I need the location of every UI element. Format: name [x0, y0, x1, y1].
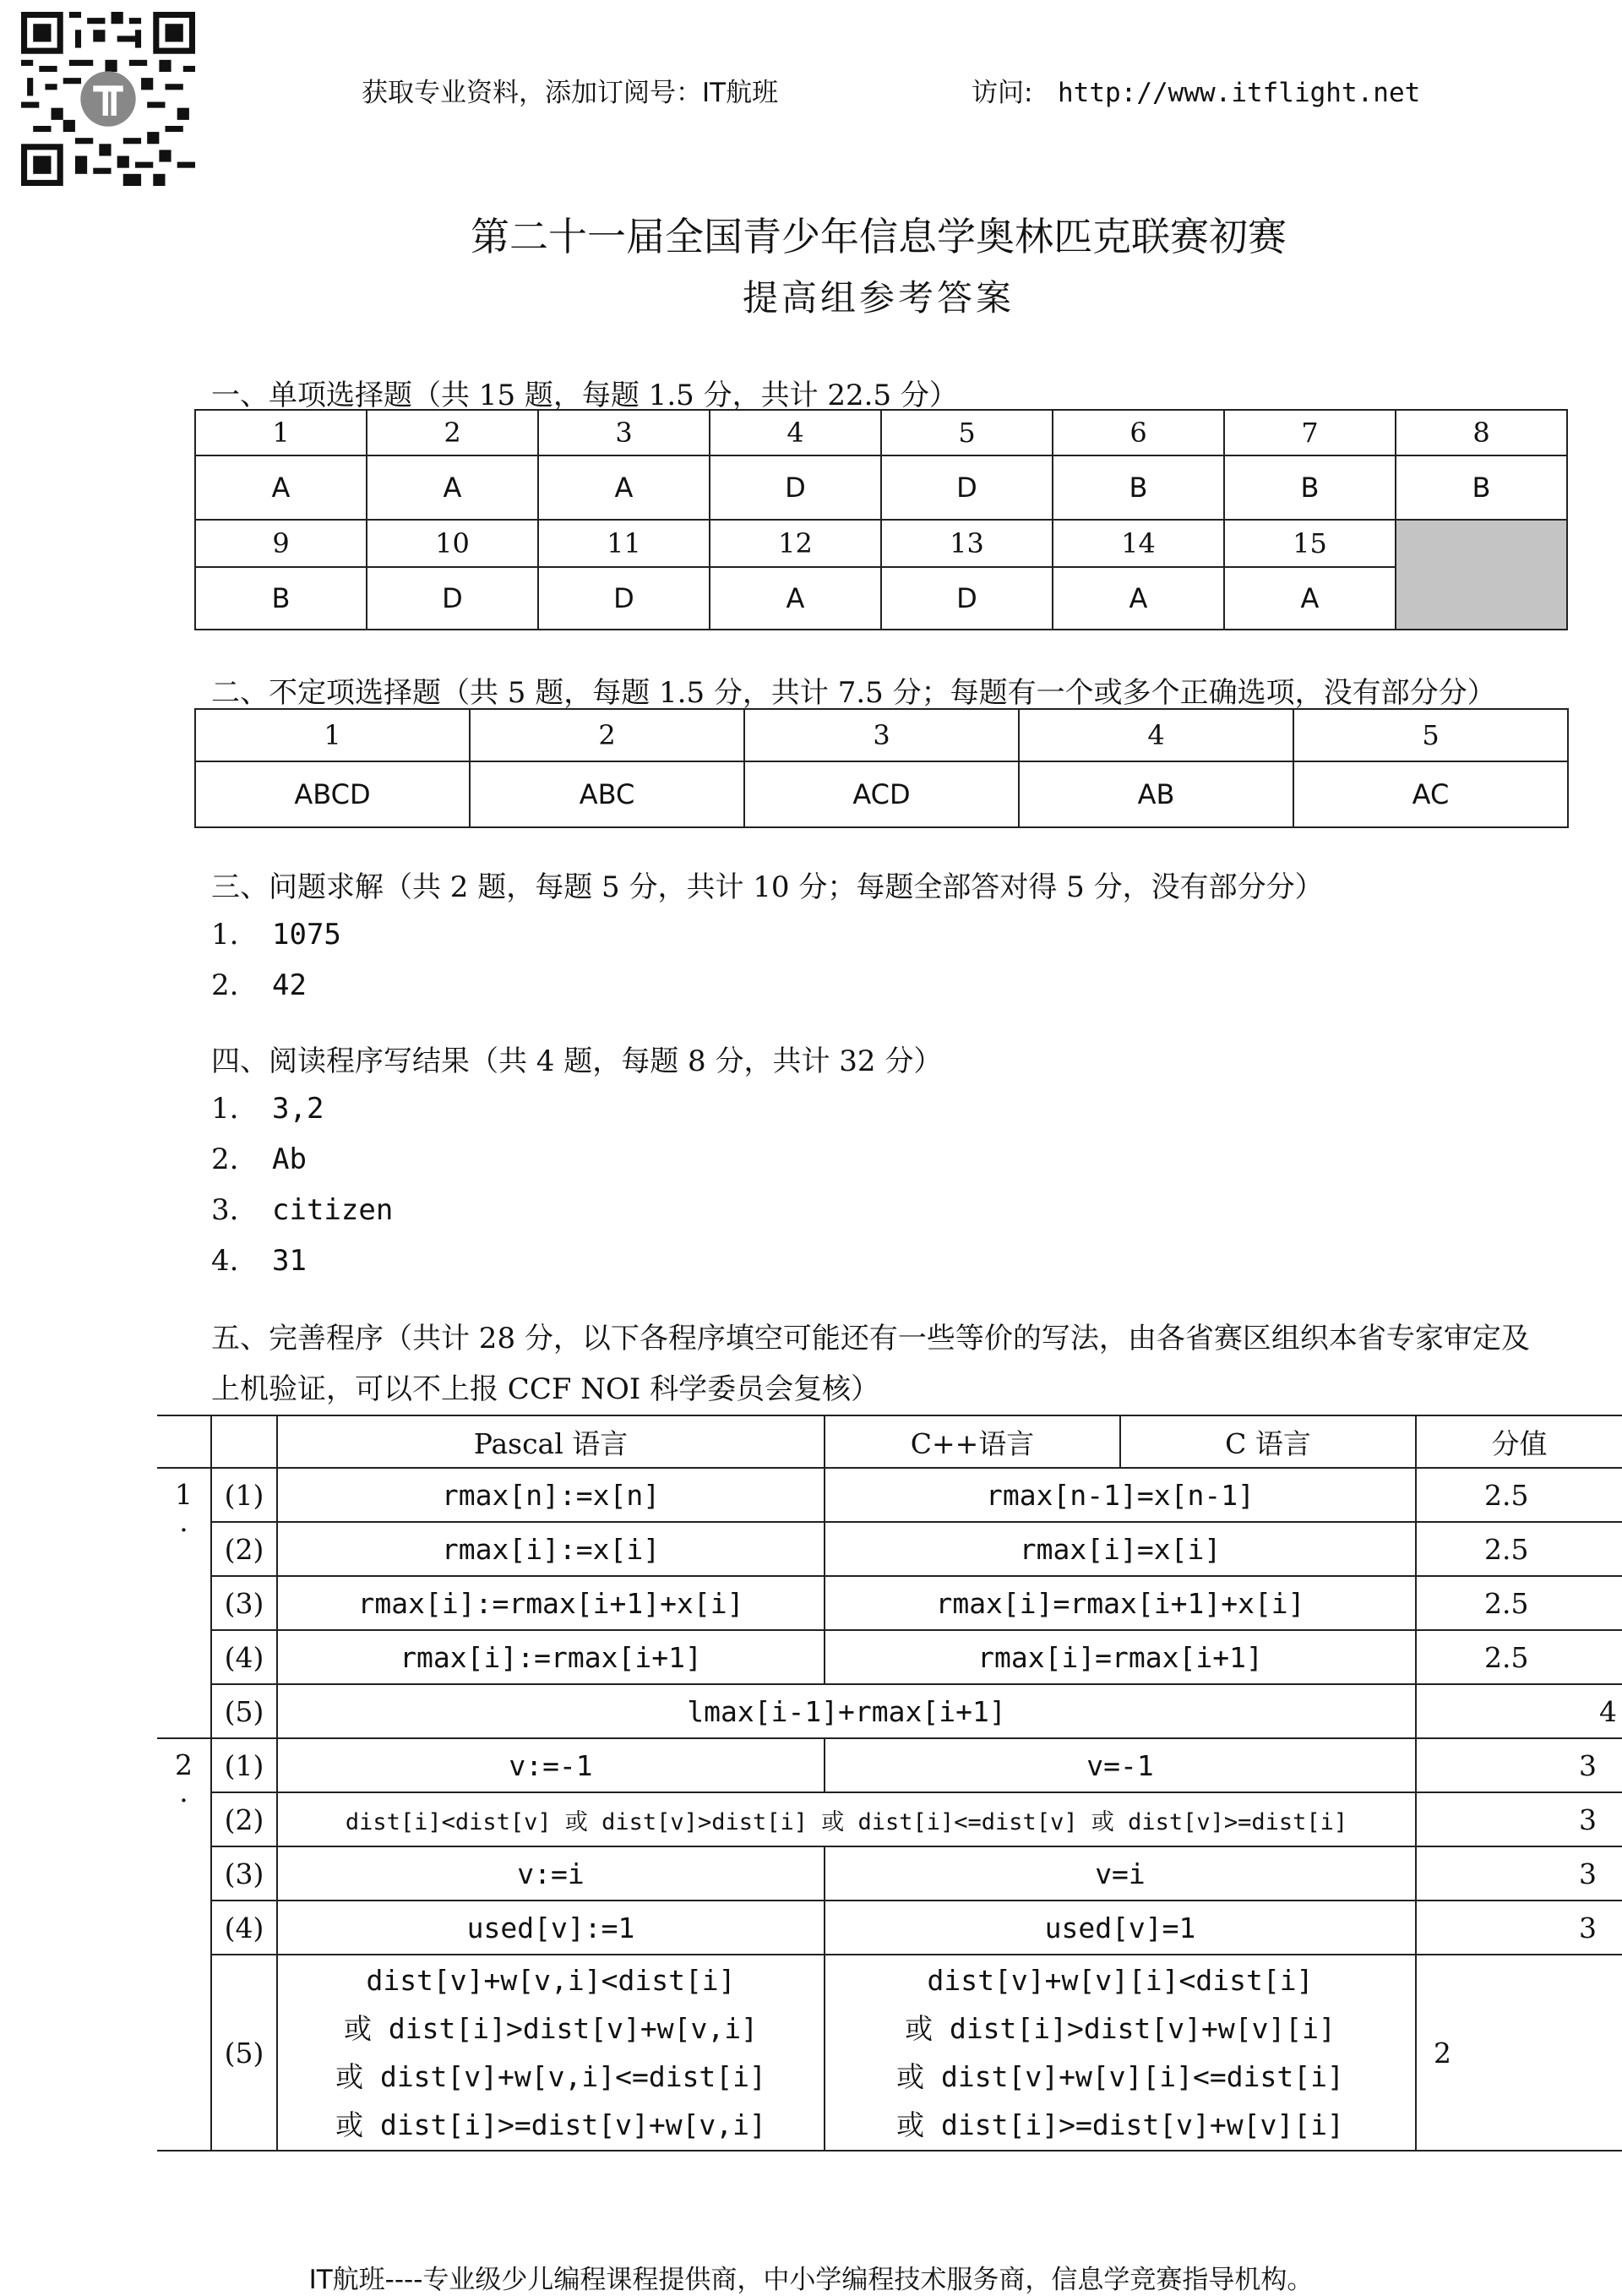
answer-cell: D [710, 455, 881, 520]
c-answer: v=-1 [825, 1738, 1416, 1792]
page-title: 第二十一届全国青少年信息学奥林匹克联赛初赛 [471, 214, 1287, 259]
table-row [157, 1415, 1622, 1468]
answer-cell: AC [1293, 761, 1568, 827]
question-label: 2 · [157, 1738, 211, 2151]
item-value: 42 [272, 968, 307, 1002]
pascal-answer: dist[v]+w[v,i]<dist[i] 或 dist[i]>dist[v]+w[v,i] 或 dist[v]+w[v,i]<=dist[i] 或 dist[i]>=dist[v]+w[v,i] [277, 1955, 825, 2151]
answer-cell: ABCD [195, 761, 470, 827]
question-number: 7 [1224, 410, 1396, 455]
footer-text: IT航班----专业级少儿编程课程提供商，中小学编程技术服务商，信息学竞赛指导机构。 [308, 2265, 1314, 2295]
empty-gray-cell [1396, 520, 1567, 630]
item-value: 3,2 [272, 1092, 324, 1126]
table-row [157, 1576, 1622, 1630]
score-cell: 2.5 [1416, 1522, 1622, 1576]
table-row [157, 1684, 1622, 1738]
question-number: 5 [881, 410, 1053, 455]
item-number: 1. [211, 918, 239, 952]
common-answer: dist[i]<dist[v] 或 dist[v]>dist[i] 或 dist[i]<=dist[v] 或 dist[v]>=dist[i] [277, 1792, 1416, 1846]
blank-number: (4) [211, 1901, 277, 1955]
blank-number: (5) [211, 1684, 277, 1738]
score-cell: 2.5 [1416, 1576, 1622, 1630]
item-number: 1. [211, 1092, 239, 1126]
c-answer: rmax[i]=rmax[i+1] [825, 1630, 1416, 1684]
section2-heading: 二、不定项选择题（共 5 题，每题 1.5 分，共计 7.5 分；每题有一个或多个正确选项，没有部分分） [211, 676, 1496, 710]
header-visit-label: 访问: [972, 78, 1033, 108]
pascal-answer: rmax[i]:=rmax[i+1] [277, 1630, 825, 1684]
list-item [211, 968, 307, 1002]
column-header-score: 分值 [1416, 1415, 1622, 1468]
c-answer: v=i [825, 1846, 1416, 1901]
question-number: 1 [195, 709, 470, 761]
item-value: citizen [272, 1193, 394, 1227]
question-number: 3 [538, 410, 710, 455]
answer-cell: A [1224, 567, 1396, 630]
question-number: 2 [470, 709, 744, 761]
question-number: 6 [1053, 410, 1224, 455]
question-label: 1 · [157, 1468, 211, 1738]
list-item [211, 1143, 307, 1176]
table-row [157, 1792, 1622, 1846]
score-cell: 3 [1416, 1846, 1622, 1901]
c-answer: rmax[i]=x[i] [825, 1522, 1416, 1576]
answer-cell: B [1396, 455, 1567, 520]
answer-cell: A [367, 455, 538, 520]
question-number: 9 [195, 520, 367, 567]
table-row [195, 709, 1568, 761]
answer-cell: D [538, 567, 710, 630]
answer-cell: A [195, 455, 367, 520]
answer-cell: D [367, 567, 538, 630]
blank-number: (4) [211, 1630, 277, 1684]
column-header-c: C 语言 [1120, 1415, 1416, 1468]
blank-number: (1) [211, 1738, 277, 1792]
question-number: 3 [744, 709, 1019, 761]
answer-cell: B [195, 567, 367, 630]
table-row [195, 520, 1567, 567]
question-number: 1 [195, 410, 367, 455]
list-item [211, 1092, 324, 1126]
pascal-answer: rmax[i]:=rmax[i+1]+x[i] [277, 1576, 825, 1630]
pascal-answer: rmax[n]:=x[n] [277, 1468, 825, 1522]
c-answer: rmax[i]=rmax[i+1]+x[i] [825, 1576, 1416, 1630]
score-cell: 4 [1416, 1684, 1622, 1738]
section3-heading: 三、问题求解（共 2 题，每题 5 分，共计 10 分；每题全部答对得 5 分，没有部分分） [211, 870, 1324, 904]
item-number: 2. [211, 968, 239, 1002]
list-item [211, 918, 341, 952]
header-subscription-text: 获取专业资料，添加订阅号：IT航班 [362, 78, 779, 108]
pascal-answer: rmax[i]:=x[i] [277, 1522, 825, 1576]
question-number: 5 [1293, 709, 1568, 761]
blank-number: (5) [211, 1955, 277, 2151]
answer-cell: B [1224, 455, 1396, 520]
question-number: 11 [538, 520, 710, 567]
page-subtitle: 提高组参考答案 [742, 277, 1015, 319]
c-answer: rmax[n-1]=x[n-1] [825, 1468, 1416, 1522]
question-number: 10 [367, 520, 538, 567]
answer-cell: D [881, 455, 1053, 520]
table-row [195, 455, 1567, 520]
question-number: 14 [1053, 520, 1224, 567]
answer-cell: D [881, 567, 1053, 630]
answer-cell: ACD [744, 761, 1019, 827]
qr-code-icon [15, 12, 201, 186]
list-item [211, 1193, 393, 1227]
item-value: 31 [272, 1244, 307, 1278]
blank-number: (3) [211, 1846, 277, 1901]
answer-cell: AB [1019, 761, 1293, 827]
item-number: 2. [211, 1143, 239, 1176]
question-number: 15 [1224, 520, 1396, 567]
question-number: 2 [367, 410, 538, 455]
question-number: 4 [710, 410, 881, 455]
blank-number: (2) [211, 1792, 277, 1846]
question-number: 8 [1396, 410, 1567, 455]
header-url-link[interactable]: http://www.itflight.net [1058, 78, 1421, 108]
section5-heading-line1: 五、完善程序（共计 28 分，以下各程序填空可能还有一些等价的写法，由各省赛区组织本省专家审定及 [211, 1322, 1530, 1355]
item-number: 4. [211, 1244, 239, 1278]
table-row [157, 1738, 1622, 1792]
section1-heading: 一、单项选择题（共 15 题，每题 1.5 分，共计 22.5 分） [211, 379, 958, 412]
completion-table [157, 1415, 1622, 2151]
column-header-cpp: C++语言 [825, 1415, 1120, 1468]
header-visit [972, 71, 1420, 109]
section4-heading: 四、阅读程序写结果（共 4 题，每题 8 分，共计 32 分） [211, 1044, 943, 1078]
question-number: 12 [710, 520, 881, 567]
table-row [157, 1468, 1622, 1522]
score-cell: 2.5 [1416, 1630, 1622, 1684]
item-value: Ab [272, 1143, 307, 1176]
score-cell: 2 [1416, 1955, 1622, 2151]
answer-cell: A [538, 455, 710, 520]
answer-cell: B [1053, 455, 1224, 520]
common-answer: lmax[i-1]+rmax[i+1] [277, 1684, 1416, 1738]
table-row [157, 1901, 1622, 1955]
score-cell: 3 [1416, 1738, 1622, 1792]
blank-number: (3) [211, 1576, 277, 1630]
table-row [157, 1955, 1622, 2151]
blank-number: (2) [211, 1522, 277, 1576]
question-number: 4 [1019, 709, 1293, 761]
score-cell: 2.5 [1416, 1468, 1622, 1522]
section5-heading-line2: 上机验证，可以不上报 CCF NOI 科学委员会复核） [211, 1372, 880, 1406]
answer-cell: A [1053, 567, 1224, 630]
score-cell: 3 [1416, 1792, 1622, 1846]
table-row [195, 761, 1568, 827]
table-row [157, 1522, 1622, 1576]
score-cell: 3 [1416, 1901, 1622, 1955]
answer-cell: ABC [470, 761, 744, 827]
item-value: 1075 [272, 918, 341, 952]
pascal-answer: used[v]:=1 [277, 1901, 825, 1955]
question-number: 13 [881, 520, 1053, 567]
table-row [195, 567, 1567, 630]
table-row [195, 410, 1567, 455]
column-header-pascal: Pascal 语言 [277, 1415, 825, 1468]
multi-choice-table [194, 708, 1569, 828]
c-answer: dist[v]+w[v][i]<dist[i] 或 dist[i]>dist[v]+w[v][i] 或 dist[v]+w[v][i]<=dist[i] 或 dist[i]>=dist[v]+w[v][i] [825, 1955, 1416, 2151]
list-item [211, 1244, 307, 1278]
pascal-answer: v:=i [277, 1846, 825, 1901]
table-row [157, 1630, 1622, 1684]
single-choice-table [194, 409, 1568, 630]
blank-number: (1) [211, 1468, 277, 1522]
answer-cell: A [710, 567, 881, 630]
item-number: 3. [211, 1193, 239, 1227]
pascal-answer: v:=-1 [277, 1738, 825, 1792]
table-row [157, 1846, 1622, 1901]
c-answer: used[v]=1 [825, 1901, 1416, 1955]
